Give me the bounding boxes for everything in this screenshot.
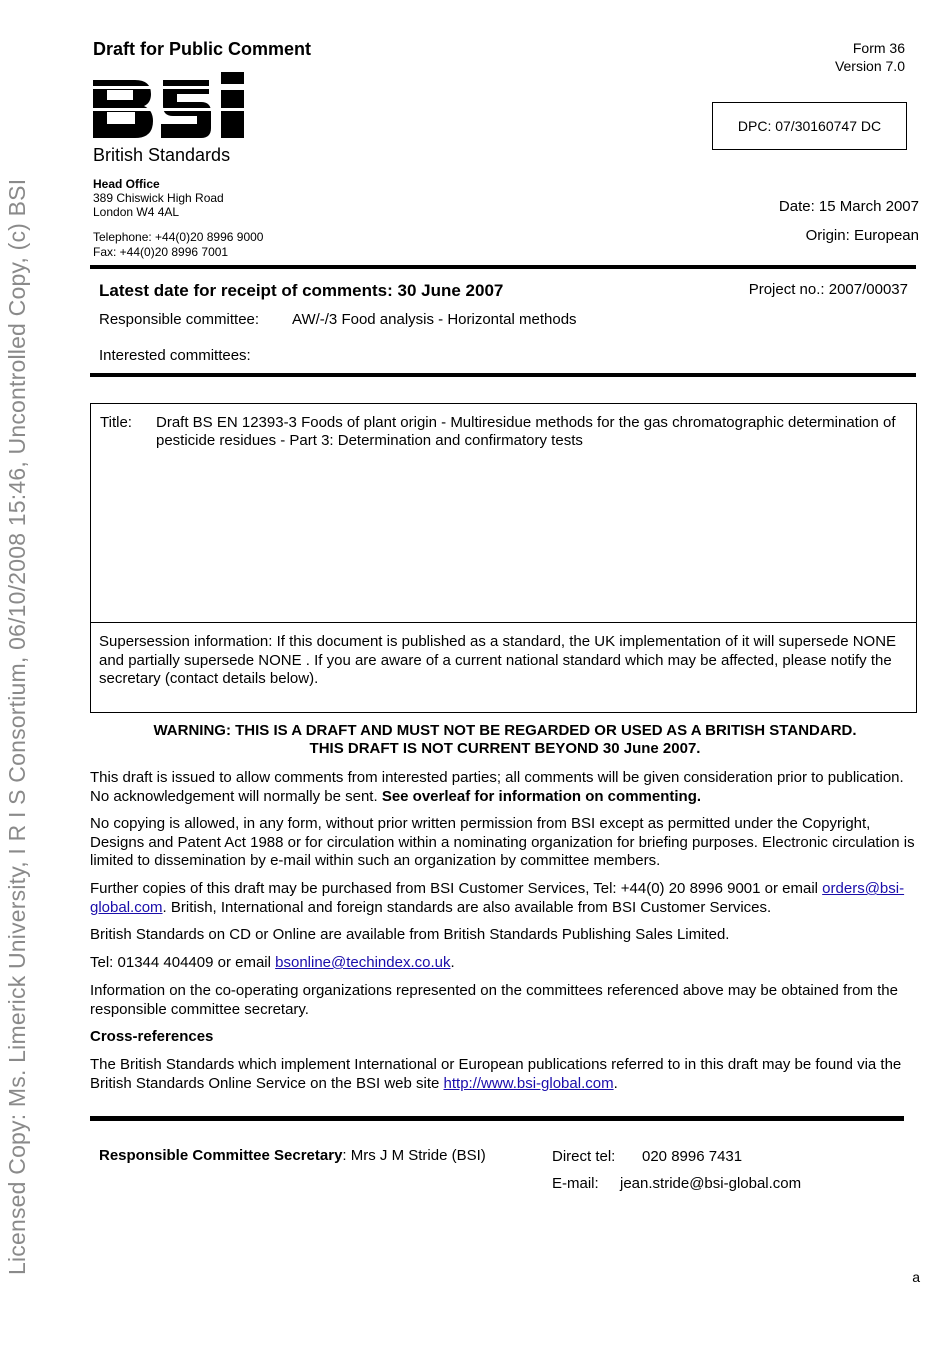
cross-references-heading: Cross-references <box>90 1028 214 1045</box>
secretary-name: : Mrs J M Stride (BSI) <box>342 1147 486 1164</box>
committee-secretary <box>99 1147 486 1164</box>
head-office-contact <box>93 230 263 260</box>
head-office-address <box>93 177 224 219</box>
head-office-label: Head Office <box>93 177 160 191</box>
project-number: Project no.: 2007/00037 <box>748 281 908 298</box>
paragraph-comments-bold: See overleaf for information on commenting. <box>381 787 702 805</box>
document-title: Draft BS EN 12393-3 Foods of plant origin - Multiresidue methods for the gas chromatographic determination of pesticide residues - Part 3: Determination and confirmatory tests <box>156 414 896 449</box>
draft-title: Draft for Public Comment <box>93 39 312 59</box>
document-origin: Origin: European <box>805 227 919 244</box>
warning-line-2: THIS DRAFT IS NOT CURRENT BEYOND 30 June 2007. <box>309 740 701 757</box>
paragraph-tel-text: Tel: 01344 404409 or email <box>90 954 276 971</box>
title-label: Title: <box>100 414 132 431</box>
responsible-committee <box>99 311 577 328</box>
dpc-number: DPC: 07/30160747 DC <box>737 118 882 134</box>
email-label: E-mail: <box>552 1175 599 1192</box>
supersession-info: Supersession information: If this document is published as a standard, the UK implementation of it will supersede NONE and partially supersede NONE . If you are aware of a current national standard which may be affected, please notify the secretary (contact details below). <box>99 633 897 687</box>
email-value: jean.stride@bsi-global.com <box>620 1175 802 1192</box>
header-rule <box>90 265 916 269</box>
licensed-copy-watermark: Licensed Copy: Ms. Limerick University, I R I S Consortium, 06/10/2008 15:46, Uncontrolled Copy, (c) BSI <box>4 178 30 1275</box>
bsi-logo <box>93 72 248 168</box>
bsonline-email-link[interactable]: bsonline@techindex.co.uk <box>275 954 451 971</box>
paragraph-cooperating-orgs: Information on the co-operating organizations represented on the committees referenced above may be obtained from the responsible committee secretary. <box>90 982 898 1018</box>
paragraph-further-copies-text: Further copies of this draft may be purchased from BSI Customer Services, Tel: +44(0) 20 8996 9001 or email <box>90 880 823 897</box>
form-number: Form 36 <box>852 40 905 56</box>
paragraph-comments <box>90 769 920 806</box>
orders-email-link[interactable]: orders@bsi-global.com <box>90 880 905 916</box>
paragraph-cross-references-text: The British Standards which implement International or European publications referred to in this draft may be found via the British Standards Online Service on the BSI web site <box>90 1056 902 1092</box>
warning-line-1: WARNING: THIS IS A DRAFT AND MUST NOT BE REGARDED OR USED AS A BRITISH STANDARD. <box>153 722 857 739</box>
secretary-email <box>552 1175 802 1192</box>
paragraph-cross-references <box>90 1056 920 1093</box>
interested-committees-label: Interested committees: <box>99 347 251 364</box>
form-version: Version 7.0 <box>834 58 905 74</box>
paragraph-cross-references-tail: . <box>613 1074 618 1092</box>
fax: Fax: +44(0)20 8996 7001 <box>93 245 229 259</box>
address-line-1: 389 Chiswick High Road <box>93 191 224 205</box>
secretary-direct-tel <box>552 1148 743 1165</box>
date-origin <box>779 192 919 250</box>
title-box-divider <box>91 622 916 623</box>
bsi-website-link[interactable]: http://www.bsi-global.com <box>443 1074 614 1092</box>
direct-tel-label: Direct tel: <box>552 1148 616 1165</box>
page-letter: a <box>912 1269 920 1285</box>
paragraph-comments-text: This draft is issued to allow comments from interested parties; all comments will be given consideration prior to publication. No acknowledgement will normally be sent. <box>90 769 904 805</box>
paragraph-tel-tail: . <box>450 954 455 971</box>
paragraph-further-copies-tail: . British, International and foreign standards are also available from BSI Customer Services. <box>162 898 772 916</box>
dpc-number-box <box>712 102 907 150</box>
latest-comment-date: Latest date for receipt of comments: 30 June 2007 <box>99 281 504 300</box>
comments-rule <box>90 373 916 377</box>
paragraph-tel <box>90 954 920 973</box>
paragraph-copyright: No copying is allowed, in any form, without prior written permission from BSI except as permitted under the Copyright, Designs and Patent Act 1988 or for circulation within a nominating organization for briefing purposes. Electronic circulation is limited to dissemination by e-mail within such an organization by committee members. <box>90 815 915 869</box>
secretary-label: Responsible Committee Secretary <box>99 1147 343 1164</box>
title-box <box>90 403 917 713</box>
address-line-2: London W4 4AL <box>93 205 180 219</box>
footer-rule <box>90 1116 904 1121</box>
document-date: Date: 15 March 2007 <box>778 198 919 215</box>
telephone: Telephone: +44(0)20 8996 9000 <box>93 230 264 244</box>
responsible-committee-label: Responsible committee: <box>99 311 260 328</box>
bsi-logo-text: British Standards <box>93 145 231 165</box>
paragraph-further-copies <box>90 880 920 917</box>
paragraph-cd-online: British Standards on CD or Online are available from British Standards Publishing Sales Limited. <box>90 926 730 943</box>
form-version-info <box>835 39 905 75</box>
responsible-committee-value: AW/-/3 Food analysis - Horizontal methods <box>292 311 577 328</box>
direct-tel-value: 020 8996 7431 <box>642 1148 743 1165</box>
draft-warning <box>90 722 920 758</box>
